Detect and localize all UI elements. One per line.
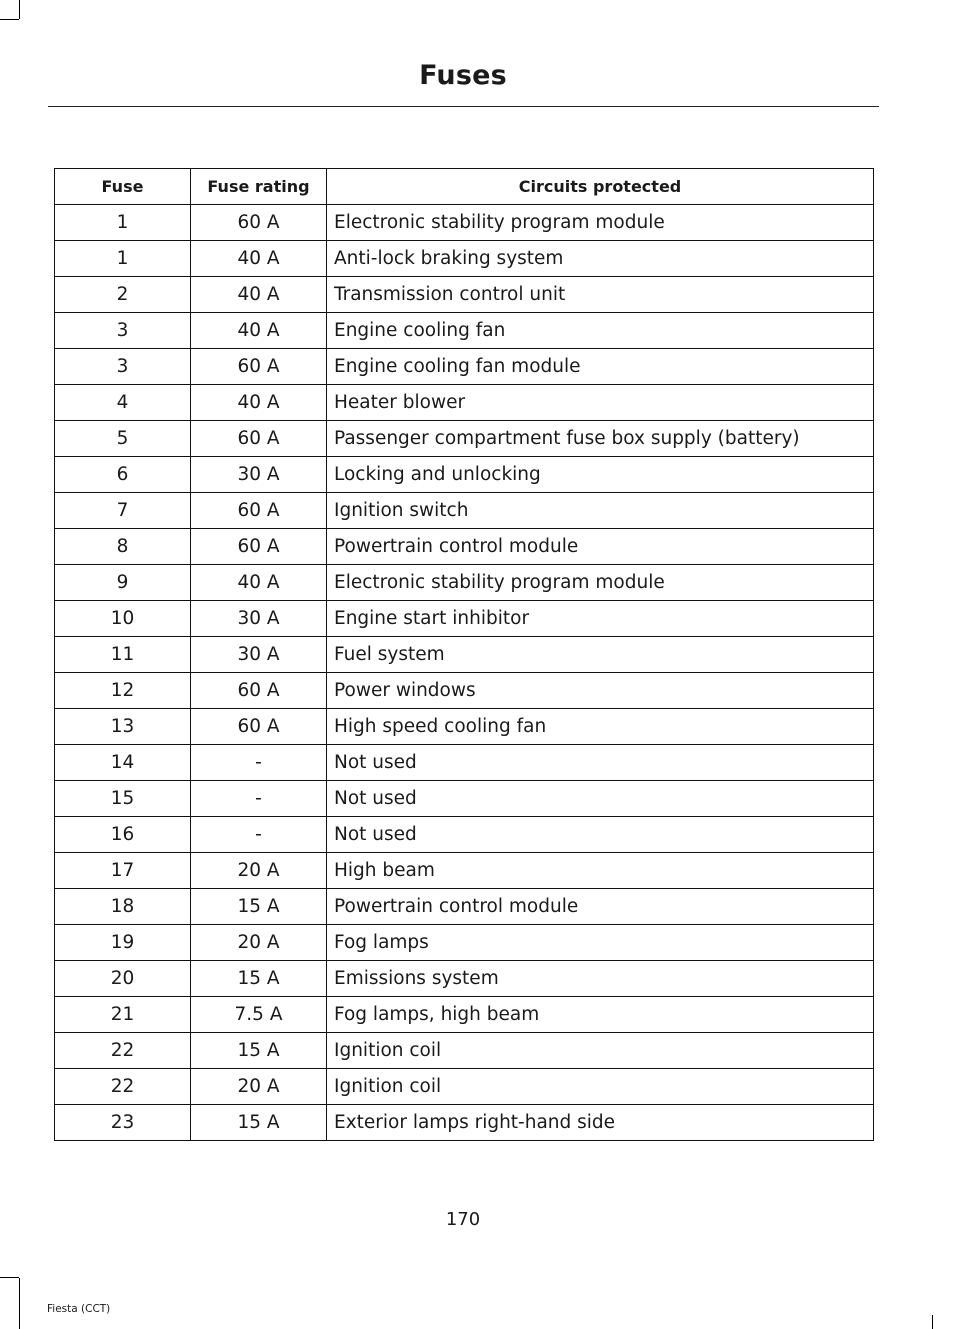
- table-row: [55, 457, 874, 493]
- circuit-protected-cell: Anti-lock braking system: [327, 241, 874, 277]
- circuit-protected-cell: Powertrain control module: [327, 889, 874, 925]
- fuse-rating-cell: 60 A: [191, 205, 327, 241]
- table-header-row: [55, 169, 874, 205]
- table-row: [55, 745, 874, 781]
- fuse-number-cell: 3: [55, 349, 191, 385]
- table-row: [55, 817, 874, 853]
- fuse-number-cell: 7: [55, 493, 191, 529]
- fuse-rating-cell: 15 A: [191, 889, 327, 925]
- circuit-protected-cell: Fog lamps, high beam: [327, 997, 874, 1033]
- table-row: [55, 241, 874, 277]
- fuse-rating-cell: 40 A: [191, 385, 327, 421]
- column-header-circuits-protected: Circuits protected: [327, 169, 874, 205]
- fuse-table: [54, 168, 874, 1141]
- table-row: [55, 601, 874, 637]
- table-row: [55, 709, 874, 745]
- table-row: [55, 925, 874, 961]
- circuit-protected-cell: High speed cooling fan: [327, 709, 874, 745]
- table-row: [55, 277, 874, 313]
- circuit-protected-cell: Engine cooling fan module: [327, 349, 874, 385]
- table-row: [55, 385, 874, 421]
- fuse-rating-cell: 15 A: [191, 1105, 327, 1141]
- fuse-rating-cell: 20 A: [191, 925, 327, 961]
- fuse-rating-cell: 60 A: [191, 421, 327, 457]
- table-body: [55, 205, 874, 1141]
- fuse-number-cell: 11: [55, 637, 191, 673]
- circuit-protected-cell: Not used: [327, 745, 874, 781]
- column-header-fuse-rating: Fuse rating: [191, 169, 327, 205]
- fuse-number-cell: 6: [55, 457, 191, 493]
- circuit-protected-cell: High beam: [327, 853, 874, 889]
- fuse-rating-cell: -: [191, 745, 327, 781]
- fuse-rating-cell: 60 A: [191, 709, 327, 745]
- circuit-protected-cell: Ignition coil: [327, 1069, 874, 1105]
- table-row: [55, 961, 874, 997]
- fuse-rating-cell: 15 A: [191, 961, 327, 997]
- fuse-number-cell: 15: [55, 781, 191, 817]
- fuse-number-cell: 9: [55, 565, 191, 601]
- fuse-number-cell: 12: [55, 673, 191, 709]
- fuse-number-cell: 2: [55, 277, 191, 313]
- table-row: [55, 853, 874, 889]
- fuse-number-cell: 18: [55, 889, 191, 925]
- fuse-number-cell: 3: [55, 313, 191, 349]
- circuit-protected-cell: Ignition switch: [327, 493, 874, 529]
- fuse-number-cell: 23: [55, 1105, 191, 1141]
- table-row: [55, 205, 874, 241]
- circuit-protected-cell: Fuel system: [327, 637, 874, 673]
- fuse-number-cell: 1: [55, 205, 191, 241]
- crop-mark: [0, 19, 19, 20]
- fuse-number-cell: 17: [55, 853, 191, 889]
- circuit-protected-cell: Ignition coil: [327, 1033, 874, 1069]
- title-divider: [48, 106, 879, 107]
- fuse-number-cell: 22: [55, 1033, 191, 1069]
- table-row: [55, 889, 874, 925]
- fuse-rating-cell: 60 A: [191, 673, 327, 709]
- fuse-rating-cell: 40 A: [191, 313, 327, 349]
- table-row: [55, 421, 874, 457]
- fuse-rating-cell: 30 A: [191, 457, 327, 493]
- circuit-protected-cell: Electronic stability program module: [327, 205, 874, 241]
- fuse-number-cell: 22: [55, 1069, 191, 1105]
- page-title: Fuses: [419, 60, 507, 91]
- fuse-number-cell: 4: [55, 385, 191, 421]
- circuit-protected-cell: Heater blower: [327, 385, 874, 421]
- circuit-protected-cell: Transmission control unit: [327, 277, 874, 313]
- fuse-rating-cell: 20 A: [191, 853, 327, 889]
- circuit-protected-cell: Passenger compartment fuse box supply (battery): [327, 421, 874, 457]
- table-row: [55, 529, 874, 565]
- page-number: 170: [445, 1209, 481, 1230]
- table-row: [55, 997, 874, 1033]
- crop-mark: [19, 0, 20, 19]
- fuse-number-cell: 8: [55, 529, 191, 565]
- fuse-rating-cell: 60 A: [191, 493, 327, 529]
- circuit-protected-cell: Not used: [327, 781, 874, 817]
- fuse-number-cell: 14: [55, 745, 191, 781]
- circuit-protected-cell: Power windows: [327, 673, 874, 709]
- table-row: [55, 781, 874, 817]
- circuit-protected-cell: Engine start inhibitor: [327, 601, 874, 637]
- fuse-number-cell: 19: [55, 925, 191, 961]
- fuse-rating-cell: -: [191, 817, 327, 853]
- column-header-fuse: Fuse: [55, 169, 191, 205]
- fuse-rating-cell: 40 A: [191, 277, 327, 313]
- fuse-rating-cell: 40 A: [191, 241, 327, 277]
- table-row: [55, 349, 874, 385]
- fuse-number-cell: 1: [55, 241, 191, 277]
- circuit-protected-cell: Electronic stability program module: [327, 565, 874, 601]
- crop-mark: [0, 1277, 19, 1278]
- fuse-rating-cell: 60 A: [191, 529, 327, 565]
- fuse-number-cell: 5: [55, 421, 191, 457]
- fuse-number-cell: 13: [55, 709, 191, 745]
- table-row: [55, 493, 874, 529]
- fuse-rating-cell: 30 A: [191, 601, 327, 637]
- crop-mark: [19, 1278, 20, 1329]
- table-row: [55, 673, 874, 709]
- circuit-protected-cell: Locking and unlocking: [327, 457, 874, 493]
- document-label: Fiesta (CCT): [47, 1303, 111, 1315]
- fuse-number-cell: 21: [55, 997, 191, 1033]
- circuit-protected-cell: Not used: [327, 817, 874, 853]
- table-row: [55, 1105, 874, 1141]
- crop-mark: [932, 1315, 933, 1329]
- fuse-rating-cell: -: [191, 781, 327, 817]
- circuit-protected-cell: Fog lamps: [327, 925, 874, 961]
- fuse-number-cell: 10: [55, 601, 191, 637]
- fuse-rating-cell: 40 A: [191, 565, 327, 601]
- fuse-rating-cell: 20 A: [191, 1069, 327, 1105]
- table-row: [55, 313, 874, 349]
- fuse-rating-cell: 15 A: [191, 1033, 327, 1069]
- table-row: [55, 1069, 874, 1105]
- fuse-rating-cell: 7.5 A: [191, 997, 327, 1033]
- fuse-number-cell: 20: [55, 961, 191, 997]
- circuit-protected-cell: Engine cooling fan: [327, 313, 874, 349]
- fuse-number-cell: 16: [55, 817, 191, 853]
- table-row: [55, 637, 874, 673]
- table-row: [55, 565, 874, 601]
- fuse-rating-cell: 60 A: [191, 349, 327, 385]
- circuit-protected-cell: Powertrain control module: [327, 529, 874, 565]
- table-row: [55, 1033, 874, 1069]
- circuit-protected-cell: Exterior lamps right-hand side: [327, 1105, 874, 1141]
- fuse-rating-cell: 30 A: [191, 637, 327, 673]
- circuit-protected-cell: Emissions system: [327, 961, 874, 997]
